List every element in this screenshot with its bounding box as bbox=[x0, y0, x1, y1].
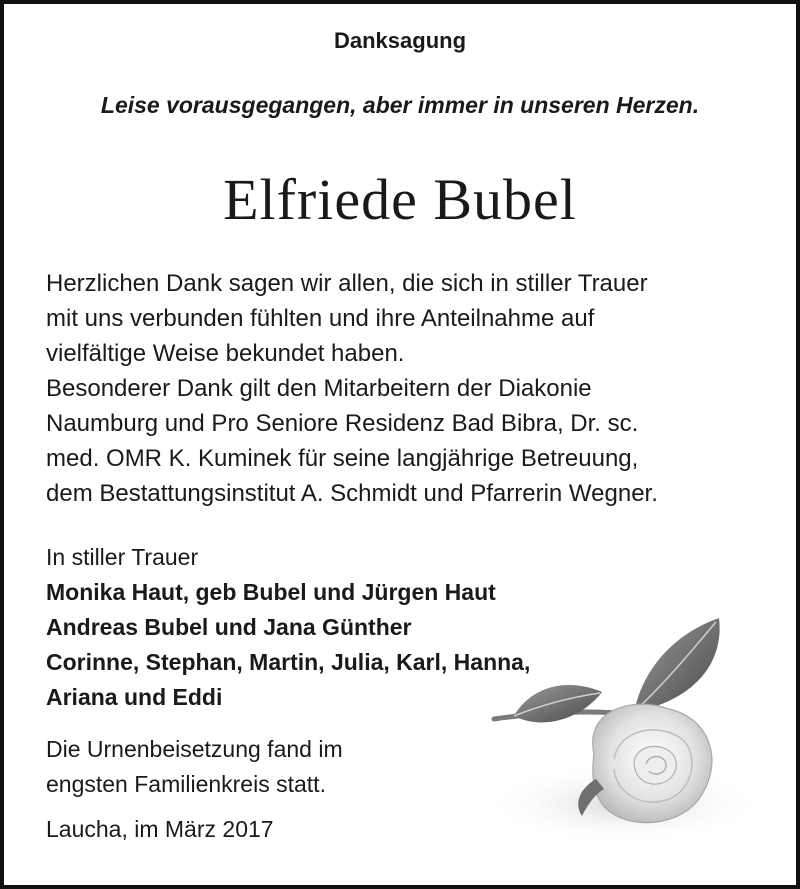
thanks-line: dem Bestattungsinstitut A. Schmidt und Pfarrerin Wegner. bbox=[46, 480, 658, 507]
white-rose-icon bbox=[484, 604, 774, 844]
burial-line: Die Urnenbeisetzung fand im bbox=[46, 736, 343, 762]
thanks-line: Naumburg und Pro Seniore Residenz Bad Bibra, Dr. sc. bbox=[46, 410, 639, 437]
burial-note bbox=[46, 732, 466, 802]
family-line: Ariana und Eddi bbox=[46, 684, 223, 710]
thanks-line: med. OMR K. Kuminek für seine langjährige Betreuung, bbox=[46, 445, 639, 472]
deceased-name: Elfriede Bubel bbox=[223, 167, 577, 232]
thanks-line: mit uns verbunden fühlten und ihre Anteilnahme auf bbox=[46, 305, 595, 332]
burial-line: engsten Familienkreis statt. bbox=[46, 771, 326, 797]
family-line: Monika Haut, geb Bubel und Jürgen Haut bbox=[46, 579, 496, 605]
family-line: Corinne, Stephan, Martin, Julia, Karl, Hanna, bbox=[46, 649, 531, 675]
mourning-intro: In stiller Trauer bbox=[46, 544, 199, 570]
thanks-line: Herzlichen Dank sagen wir allen, die sich in stiller Trauer bbox=[46, 270, 648, 297]
thanks-paragraph bbox=[46, 266, 766, 511]
notice-heading: Danksagung bbox=[333, 28, 467, 53]
notice-motto: Leise vorausgegangen, aber immer in unseren Herzen. bbox=[100, 92, 700, 118]
thanks-line: Besonderer Dank gilt den Mitarbeitern der Diakonie bbox=[46, 375, 592, 402]
family-line: Andreas Bubel und Jana Günther bbox=[46, 614, 412, 640]
place-date: Laucha, im März 2017 bbox=[46, 816, 274, 842]
thanks-line: vielfältige Weise bekundet haben. bbox=[46, 340, 405, 367]
